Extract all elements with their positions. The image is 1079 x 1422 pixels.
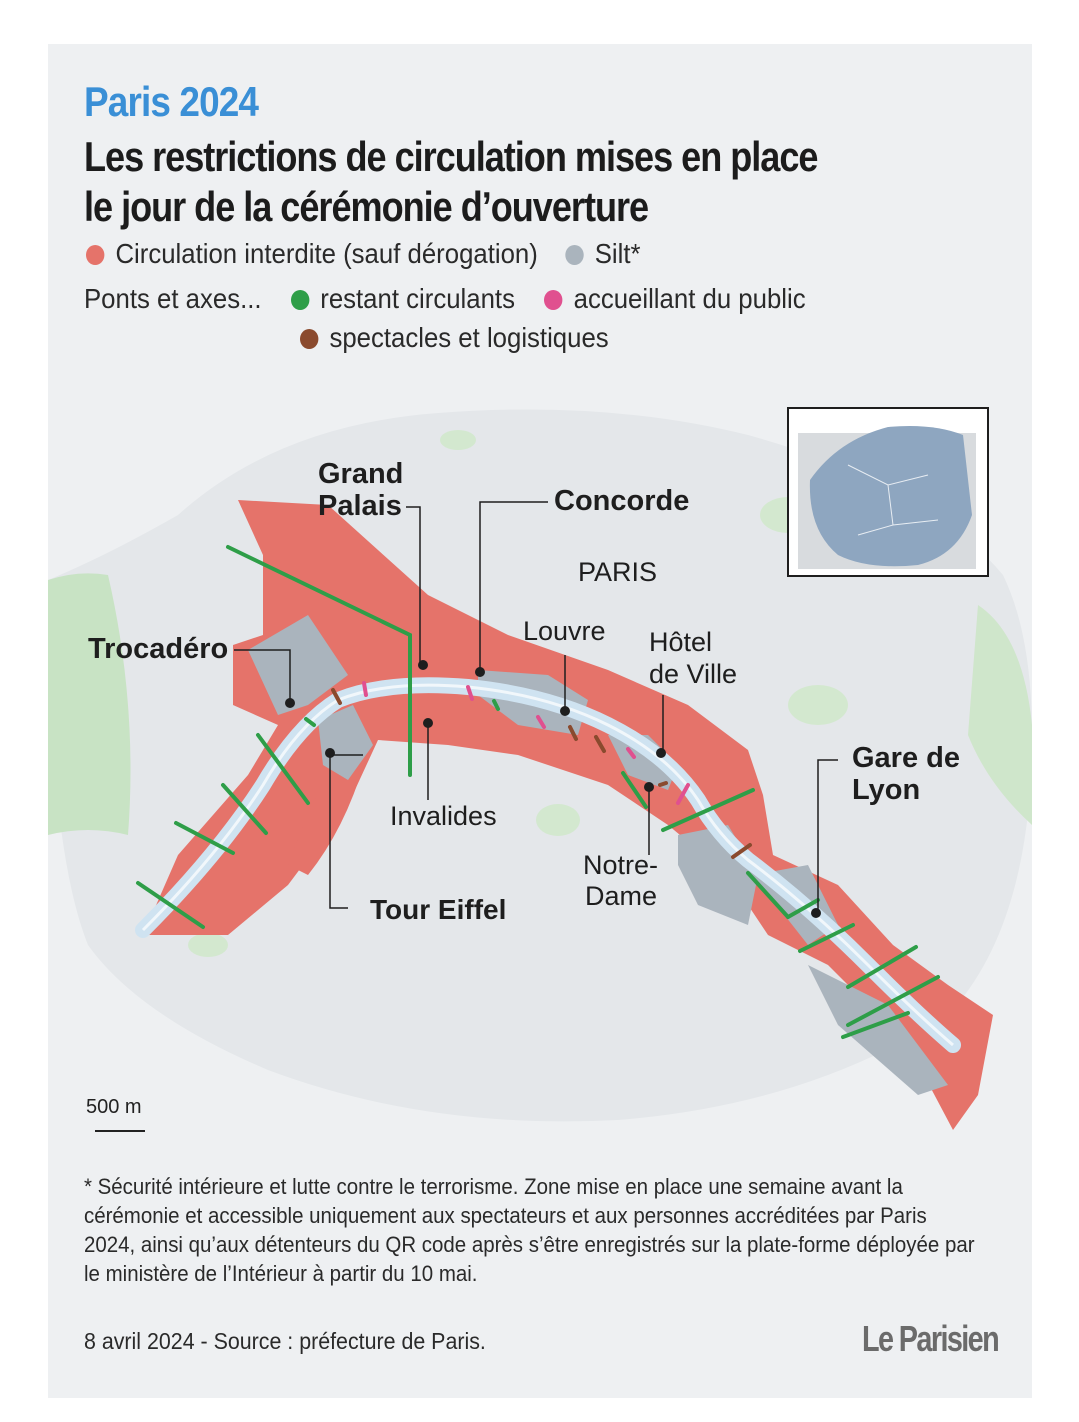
shows-dot-icon [300,329,318,349]
park-patch [440,430,476,450]
scale-label: 500 m [86,1096,142,1118]
silt-dot-icon [565,245,583,265]
invalides-marker [423,718,433,728]
headline-line-2: le jour de la cérémonie d’ouverture [84,183,649,230]
legend-shows: spectacles et logistiques [329,322,609,353]
grand-palais-marker [418,660,428,670]
concorde-marker [475,667,485,677]
legend-circulating: restant circulants [320,283,515,314]
headline-line-1: Les restrictions de circulation mises en place [84,133,818,180]
label-notre-dame-2: Dame [585,881,658,911]
park-patch [788,685,848,725]
trocadero-marker [285,698,295,708]
kicker: Paris 2024 [84,78,259,125]
louvre-marker [560,706,570,716]
date-source: 8 avril 2024 - Source : préfecture de Paris. [84,1328,486,1354]
gare-de-lyon-marker [811,908,821,918]
label-concorde: Concorde [554,485,690,517]
label-invalides: Invalides [390,801,497,831]
hotel-de-ville-marker [656,748,666,758]
legend-public: accueillant du public [573,283,806,314]
legend-silt: Silt* [594,238,641,269]
footnote: * Sécurité intérieure et lutte contre le terrorisme. Zone mise en place une semaine avant la cérémonie et accessible uniquement aux spectateurs et aux personnes accréditées par Paris 2024, ainsi qu’aux détenteurs du QR code après s’être enregistrés sur la plate-forme déployée par le ministère de l’Intérieur à partir du 10 mai. [84,1174,975,1286]
label-notre-dame-1: Notre- [583,850,659,880]
legend-forbidden: Circulation interdite (sauf dérogation) [115,238,538,269]
legend-row-bridges [84,283,806,315]
notre-dame-marker [644,782,654,792]
label-grand-palais-1: Grand [318,458,404,490]
circulating-dot-icon [291,290,309,310]
park-patch [536,804,580,836]
legend-row-zones [86,238,641,270]
forbidden-dot-icon [86,245,104,265]
eiffel-marker [325,748,335,758]
label-paris: PARIS [578,557,658,587]
label-tour-eiffel: Tour Eiffel [370,894,507,925]
le-parisien-logo: Le Parisien [862,1318,999,1359]
label-hotel-de-ville-1: Hôtel [649,627,713,657]
label-gare-de-lyon-1: Gare de [852,742,960,774]
label-hotel-de-ville-2: de Ville [649,659,738,689]
scale-bar [95,1130,145,1132]
legend-row-shows [300,322,609,354]
paris-map [48,405,1032,1140]
label-louvre: Louvre [523,616,606,646]
label-gare-de-lyon-2: Lyon [852,774,921,806]
label-grand-palais-2: Palais [318,490,402,522]
label-trocadero: Trocadéro [88,633,229,665]
public-dot-icon [544,290,562,310]
legend-bridges-prefix: Ponts et axes... [84,283,262,314]
headline [84,132,858,232]
park-patch [188,933,228,957]
